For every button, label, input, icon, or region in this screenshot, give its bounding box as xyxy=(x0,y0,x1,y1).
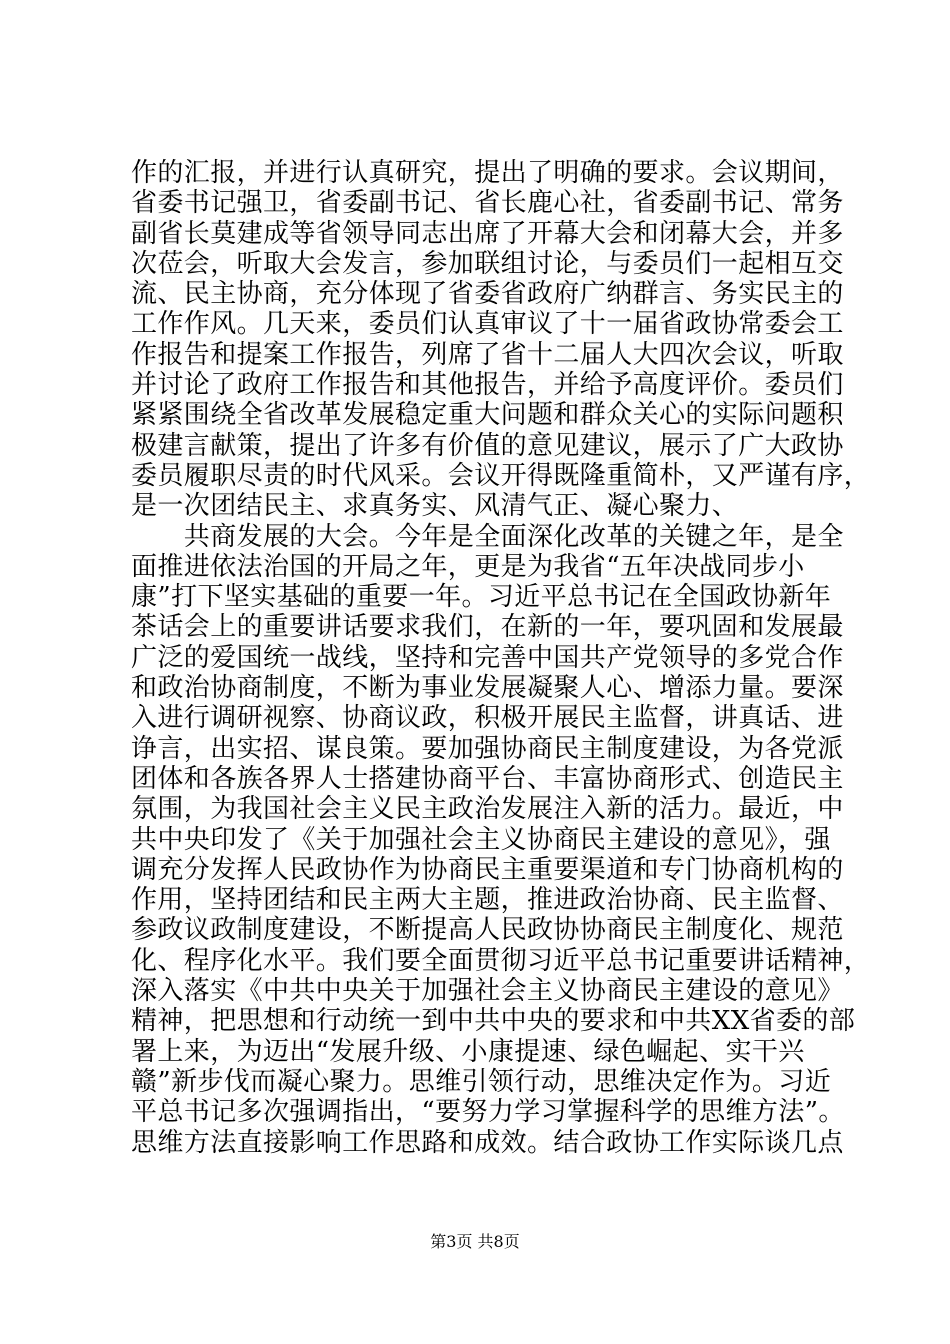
text-line: 思维方法直接影响工作思路和成效。结合政协工作实际谈几点 xyxy=(131,1127,844,1158)
text-line: 流、民主协商，充分体现了省委省政府广纳群言、务实民主的 xyxy=(131,279,844,310)
text-line: 茶话会上的重要讲话要求我们，在新的一年，要巩固和发展最 xyxy=(131,612,844,643)
text-line: 入进行调研视察、协商议政，积极开展民主监督，讲真话、进 xyxy=(131,703,844,734)
text-line: 省委书记强卫，省委副书记、省长鹿心社，省委副书记、常务 xyxy=(131,188,844,219)
text-line: 是一次团结民主、求真务实、风清气正、凝心聚力、 xyxy=(131,491,739,522)
text-line: 深入落实《中共中央关于加强社会主义协商民主建设的意见》 xyxy=(131,976,844,1007)
text-line: 广泛的爱国统一战线，坚持和完善中国共产党领导的多党合作 xyxy=(131,642,844,673)
text-line: 委员履职尽责的时代风采。会议开得既隆重简朴，又严谨有序， xyxy=(131,460,871,491)
text-line: 和政治协商制度，不断为事业发展凝聚人心、增添力量。要深 xyxy=(131,673,844,704)
text-line: 作用，坚持团结和民主两大主题，推进政治协商、民主监督、 xyxy=(131,885,844,916)
text-line: 副省长莫建成等省领导同志出席了开幕大会和闭幕大会，并多 xyxy=(131,218,844,249)
text-line: 次莅会，听取大会发言，参加联组讨论，与委员们一起相互交 xyxy=(131,248,844,279)
text-line: 面推进依法治国的开局之年，更是为我省“五年决战同步小 xyxy=(131,551,805,582)
text-line: 团体和各族各界人士搭建协商平台、丰富协商形式、创造民主 xyxy=(131,763,844,794)
text-line: 康”打下坚实基础的重要一年。习近平总书记在全国政协新年 xyxy=(131,582,832,613)
text-line: 氛围，为我国社会主义民主政治发展注入新的活力。最近，中 xyxy=(131,794,844,825)
text-line: 精神，把思想和行动统一到中共中央的要求和中共XX省委的部 xyxy=(131,1006,856,1037)
text-line: 化、程序化水平。我们要全面贯彻习近平总书记重要讲话精神， xyxy=(131,945,871,976)
text-line: 调充分发挥人民政协作为协商民主重要渠道和专门协商机构的 xyxy=(131,854,844,885)
document-body xyxy=(131,158,871,1158)
text-line: 赣”新步伐而凝心聚力。思维引领行动，思维决定作为。习近 xyxy=(131,1066,832,1097)
text-line: 并讨论了政府工作报告和其他报告，并给予高度评价。委员们 xyxy=(131,370,844,401)
text-line: 工作作风。几天来，委员们认真审议了十一届省政协常委会工 xyxy=(131,309,844,340)
text-line: 共中央印发了《关于加强社会主义协商民主建设的意见》，强 xyxy=(131,824,831,855)
text-line: 平总书记多次强调指出，“要努力学习掌握科学的思维方法”。 xyxy=(131,1097,845,1128)
text-line: 作的汇报，并进行认真研究，提出了明确的要求。会议期间， xyxy=(131,158,844,188)
page-footer: 第3页 共8页 xyxy=(430,1232,520,1251)
text-line: 诤言，出实招、谋良策。要加强协商民主制度建设，为各党派 xyxy=(131,733,844,764)
text-line: 紧紧围绕全省改革发展稳定重大问题和群众关心的实际问题积 xyxy=(131,400,844,431)
text-line: 参政议政制度建设，不断提高人民政协协商民主制度化、规范 xyxy=(131,915,844,946)
text-line: 极建言献策，提出了许多有价值的意见建议，展示了广大政协 xyxy=(131,430,844,461)
text-line: 共商发展的大会。今年是全面深化改革的关键之年，是全 xyxy=(131,521,844,552)
text-line: 作报告和提案工作报告，列席了省十二届人大四次会议，听取 xyxy=(131,339,844,370)
text-line: 署上来，为迈出“发展升级、小康提速、绿色崛起、实干兴 xyxy=(131,1036,805,1067)
